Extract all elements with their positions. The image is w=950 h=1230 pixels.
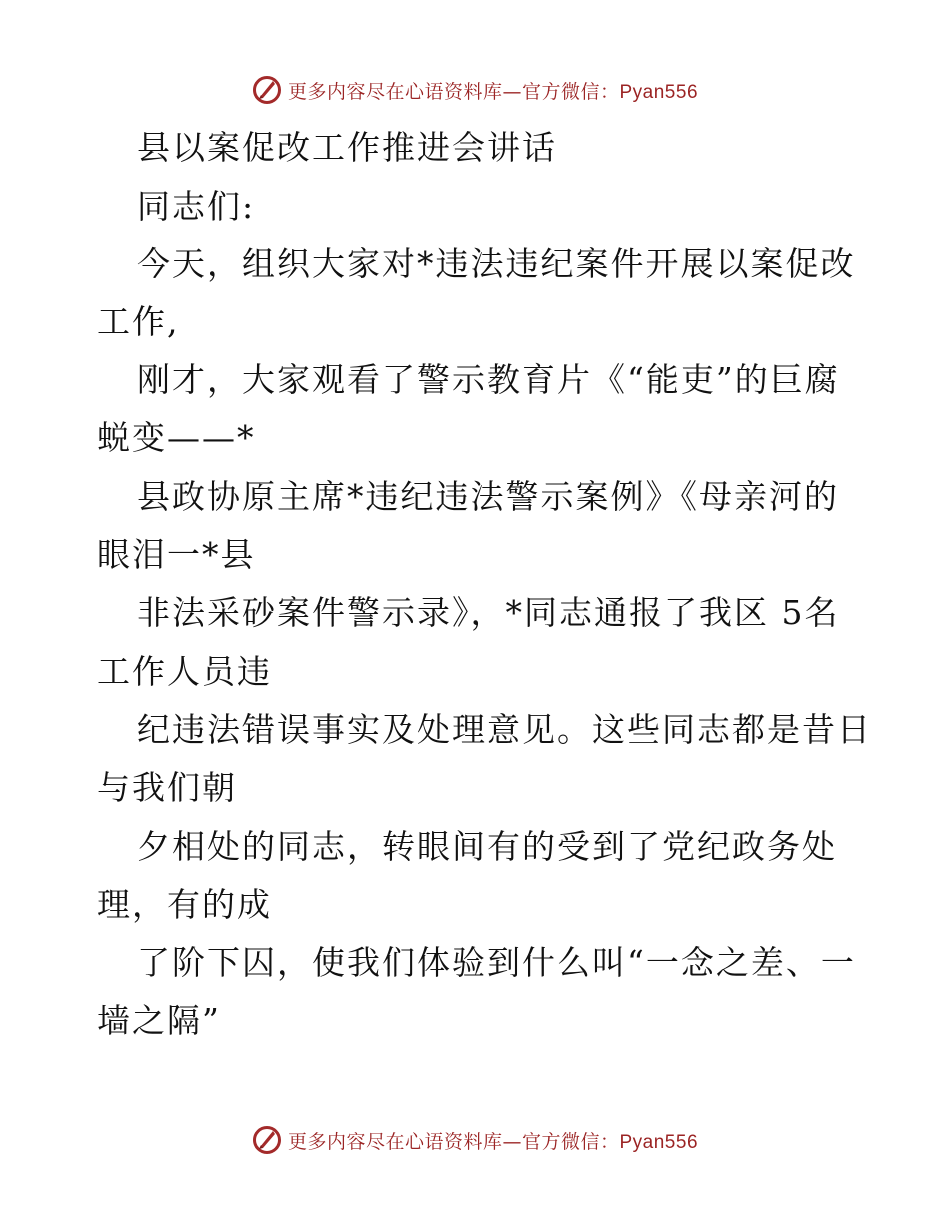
salutation: 同志们:: [137, 187, 256, 226]
quill-pen-circle-icon: [252, 75, 282, 105]
paragraph-line: 县政协原主席*违纪违法警示案例》《母亲河的: [137, 477, 839, 516]
footer-banner-text: 更多内容尽在心语资料库—官方微信：Pyan556: [287, 1130, 699, 1153]
paragraph-line: 眼泪一*县: [97, 535, 256, 574]
paragraph-line: 理，有的成: [97, 885, 272, 924]
paragraph-line: 蜕变——*: [97, 418, 256, 457]
paragraph-line: 墙之隔”: [97, 1001, 221, 1040]
paragraph-line: 刚才，大家观看了警示教育片《“能吏”的巨腐: [137, 360, 840, 399]
paragraph-line: 纪违法错误事实及处理意见。这些同志都是昔日: [137, 710, 872, 749]
paragraph-line: 了阶下囚，使我们体验到什么叫“一念之差、一: [137, 943, 856, 982]
paragraph-line: 工作人员违: [97, 652, 272, 691]
paragraph-line: 夕相处的同志，转眼间有的受到了党纪政务处: [137, 827, 837, 866]
header-banner: [0, 70, 950, 110]
footer-banner: [0, 1120, 950, 1160]
paragraph-line: 与我们朝: [97, 768, 237, 807]
header-banner-text: 更多内容尽在心语资料库—官方微信：Pyan556: [287, 80, 699, 103]
paragraph-line: 工作,: [97, 302, 180, 341]
paragraph-line: 今天，组织大家对*违法违纪案件开展以案促改: [137, 244, 856, 283]
paragraph-line: 非法采砂案件警示录》，*同志通报了我区 5名: [137, 593, 840, 632]
document-title: 县以案促改工作推进会讲话: [137, 128, 557, 167]
quill-pen-circle-icon: [252, 1125, 282, 1155]
